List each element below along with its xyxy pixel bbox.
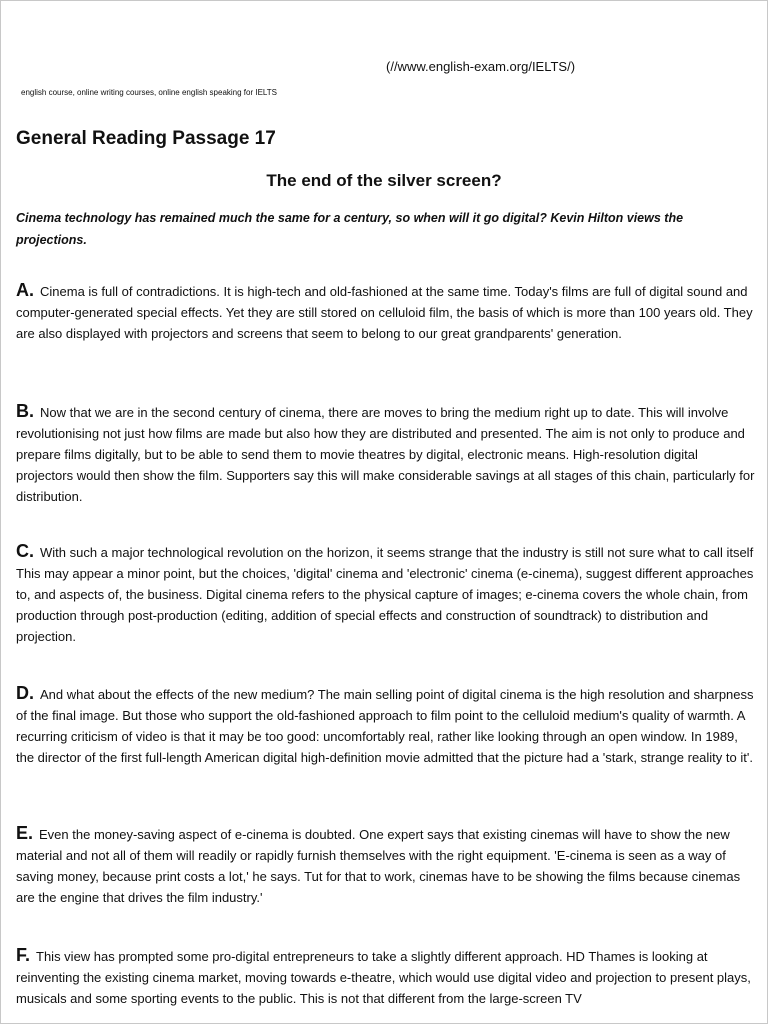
paragraph-letter: C.	[16, 541, 34, 561]
paragraph-text: This view has prompted some pro-digital entrepreneurs to take a slightly different approach. HD Thames is looking at reinventing the existing cinema market, moving towards e-theatre, which would use digital video and projection to present plays, musicals and some sporting events to the public. This is not that different from the large-screen TV	[16, 949, 751, 1006]
paragraph-a	[16, 280, 758, 344]
paragraph-c	[16, 541, 758, 647]
paragraph-text: Even the money-saving aspect of e-cinema is doubted. One expert says that existing cinemas will have to show the new material and not all of them will readily or rapidly furnish themselves with the right equipment. 'E-cinema is seen as a way of saving money, because print costs a lot,' he says. Tut for that to work, cinemas have to be showing the films because cinemas are the engine that drives the film industry.'	[16, 827, 741, 905]
paragraph-letter: F.	[16, 945, 31, 965]
paragraph-e	[16, 823, 758, 908]
site-tagline: english course, online writing courses, online english speaking for IELTS	[21, 88, 277, 97]
source-url[interactable]: (//www.english-exam.org/IELTS/)	[386, 59, 576, 74]
paragraph-d	[16, 683, 758, 768]
article-title: The end of the silver screen?	[266, 171, 502, 190]
paragraph-text: And what about the effects of the new medium? The main selling point of digital cinema is the high resolution and sharpness of the final image. But those who support the old-fashioned approach to film point to the celluloid medium's quality of warmth. A recurring criticism of video is that it may be too good: uncomfortably real, rather like looking through an open window. In 1989, the director of the first full-length American digital high-definition movie admitted that the picture had a 'stark, strange reality to it'.	[16, 687, 754, 765]
paragraph-letter: E.	[16, 823, 34, 843]
paragraph-f	[16, 945, 758, 1009]
paragraph-text: Now that we are in the second century of cinema, there are moves to bring the medium right up to date. This will involve revolutionising not just how films are made but also how they are distributed and presented. The aim is not only to produce and prepare films digitally, but to be able to send them to movie theatres by digital, electronic means. High-resolution digital projectors would then show the film. Supporters say this will make considerable savings at all stages of this chain, particularly for distribution.	[16, 405, 755, 504]
paragraph-letter: B.	[16, 401, 34, 421]
paragraph-b	[16, 401, 758, 507]
paragraph-letter: D.	[16, 683, 34, 703]
paragraph-letter: A.	[16, 280, 34, 300]
article-intro: Cinema technology has remained much the same for a century, so when will it go digital? Kevin Hilton views the projections.	[16, 211, 684, 247]
passage-title: General Reading Passage 17	[16, 128, 276, 149]
paragraph-text: Cinema is full of contradictions. It is high-tech and old-fashioned at the same time. Today's films are full of digital sound and computer-generated special effects. Yet they are still stored on celluloid film, the basis of which is more than 100 years old. They are also displayed with projectors and screens that seem to belong to our great grandparents' generation.	[16, 284, 753, 341]
paragraph-text: With such a major technological revolution on the horizon, it seems strange that the industry is still not sure what to call itself This may appear a minor point, but the choices, 'digital' cinema and 'electronic' cinema (e-cinema), suggest different approaches to, and aspects of, the business. Digital cinema refers to the physical capture of images; e-cinema covers the whole chain, from production through post-production (editing, addition of special effects and construction of soundtrack) to distribution and projection.	[16, 545, 754, 644]
